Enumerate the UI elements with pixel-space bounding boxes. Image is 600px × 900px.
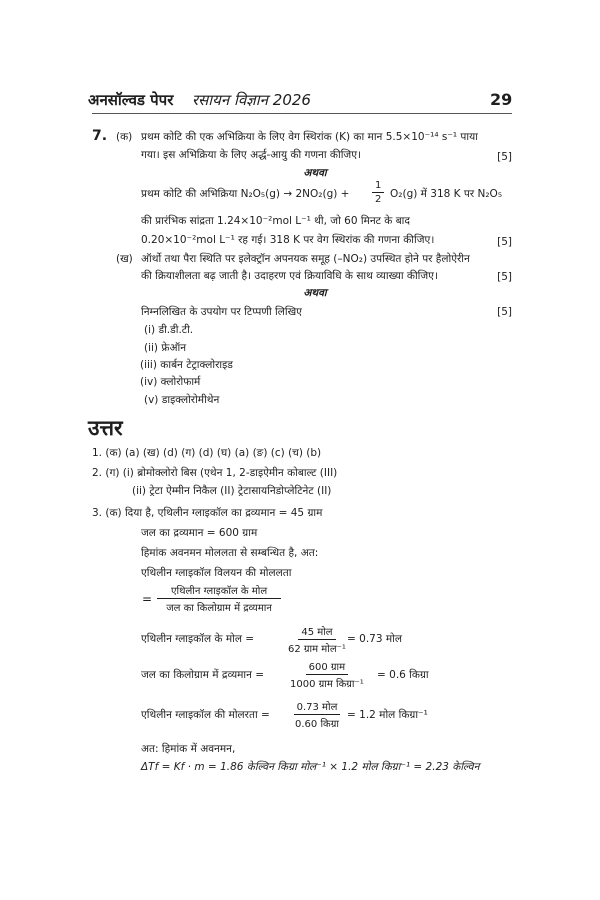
- part-kha-line: की क्रियाशीलता बढ़ जाती है। उदाहरण एवं क्रियाविधि के साथ व्याख्या कीजिए।: [141, 270, 438, 282]
- molality-fraction: 0.73 मोल 0.60 किग्रा: [292, 699, 342, 730]
- athva-divider: अथवा: [303, 167, 327, 179]
- alt-question-line: की प्रारंभिक सांद्रता 1.24×10⁻²mol L⁻¹ थी, जो 60 मिनट के बाद: [141, 215, 410, 227]
- list-item: (v) डाइक्लोरोमीथेन: [144, 394, 220, 406]
- water-kg-fraction: 600 ग्राम 1000 ग्राम किग्रा⁻¹: [287, 659, 367, 690]
- list-item: (i) डी.डी.टी.: [144, 324, 194, 336]
- subject-title: रसायन विज्ञान 2026: [192, 91, 311, 109]
- molality-result: = 1.2 मोल किग्रा⁻¹: [347, 709, 428, 721]
- note-intro: निम्नलिखित के उपयोग पर टिप्पणी लिखिए: [141, 306, 302, 318]
- depression-intro: अत: हिमांक में अवनमन,: [141, 743, 236, 755]
- list-item: (iv) क्लोरोफार्म: [140, 376, 201, 388]
- header-rule: [92, 113, 512, 114]
- water-kg-label: जल का किलोग्राम में द्रव्यमान =: [141, 669, 265, 681]
- answer-2: 2. (ग) (i) ब्रोमोक्लोरो बिस (एथेन 1, 2-डाइऐमीन कोबाल्ट (III): [92, 467, 338, 479]
- part-kha-line: ऑर्थो तथा पैरा स्थिति पर इलेक्ट्रॉन अपनयक समूह (–NO₂) उपस्थित होने पर हैलोऐरीन: [141, 253, 470, 265]
- answer-heading: उत्तर: [88, 416, 123, 440]
- marks: [5]: [497, 271, 512, 283]
- moles-result: = 0.73 मोल: [347, 633, 402, 645]
- answer-3-line: जल का द्रव्यमान = 600 ग्राम: [141, 527, 258, 539]
- alt-question-line: O₂(g) में 318 K पर N₂O₅: [390, 188, 503, 200]
- water-kg-result: = 0.6 किग्रा: [377, 669, 429, 681]
- answer-3-line: हिमांक अवनमन मोललता से सम्बन्धित है, अत:: [141, 547, 319, 559]
- moles-fraction: 45 मोल 62 ग्राम मोल⁻¹: [285, 624, 349, 655]
- part-kha-label: (ख): [116, 253, 133, 265]
- part-ka-line: गया। इस अभिक्रिया के लिए अर्द्ध-आयु की गणना कीजिए।: [141, 149, 362, 161]
- depression-equation: ΔTf = Kf · m = 1.86 केल्विन किग्रा मोल⁻¹ × 1.2 मोल किग्रा⁻¹ = 2.23 केल्विन: [141, 761, 480, 773]
- marks: [5]: [497, 236, 512, 248]
- half-fraction: $\frac{1}{2}$: [372, 180, 384, 205]
- page-number: 29: [490, 90, 513, 109]
- moles-label: एथिलीन ग्लाइकॉल के मोल =: [141, 633, 255, 645]
- answer-1: 1. (क) (a) (ख) (d) (ग) (d) (घ) (a) (ङ) (c) (च) (b): [92, 447, 322, 459]
- alt-question-line: प्रथम कोटि की अभिक्रिया N₂O₅(g) → 2NO₂(g) +: [141, 188, 350, 200]
- answer-3: 3. (क) दिया है, एथिलीन ग्लाइकॉल का द्रव्यमान = 45 ग्राम: [92, 507, 323, 519]
- answer-3-line: एथिलीन ग्लाइकॉल विलयन की मोललता: [141, 567, 292, 579]
- list-item: (ii) फ्रेऑन: [144, 342, 187, 354]
- part-ka-label: (क): [116, 131, 133, 143]
- marks: [5]: [497, 151, 512, 163]
- answer-2: (ii) ट्रेटा ऐम्मीन निकैल (II) ट्रेटासायनिडोप्लेटिनेट (II): [132, 485, 332, 497]
- book-title: अनसॉल्वड पेपर: [88, 91, 174, 109]
- equals-sign: =: [142, 592, 153, 606]
- molality-formula: एथिलीन ग्लाइकॉल के मोल जल का किलोग्राम में द्रव्यमान: [157, 583, 281, 614]
- part-ka-line: प्रथम कोटि की एक अभिक्रिया के लिए वेग स्थिरांक (K) का मान 5.5×10⁻¹⁴ s⁻¹ पाया: [141, 131, 478, 143]
- question-number: 7.: [92, 128, 108, 144]
- athva-divider: अथवा: [303, 287, 327, 299]
- list-item: (iii) कार्बन टेट्राक्लोराइड: [140, 359, 233, 371]
- molality-label: एथिलीन ग्लाइकॉल की मोलरता =: [141, 709, 270, 721]
- marks: [5]: [497, 306, 512, 318]
- alt-question-line: 0.20×10⁻²mol L⁻¹ रह गई। 318 K पर वेग स्थिरांक की गणना कीजिए।: [141, 234, 435, 246]
